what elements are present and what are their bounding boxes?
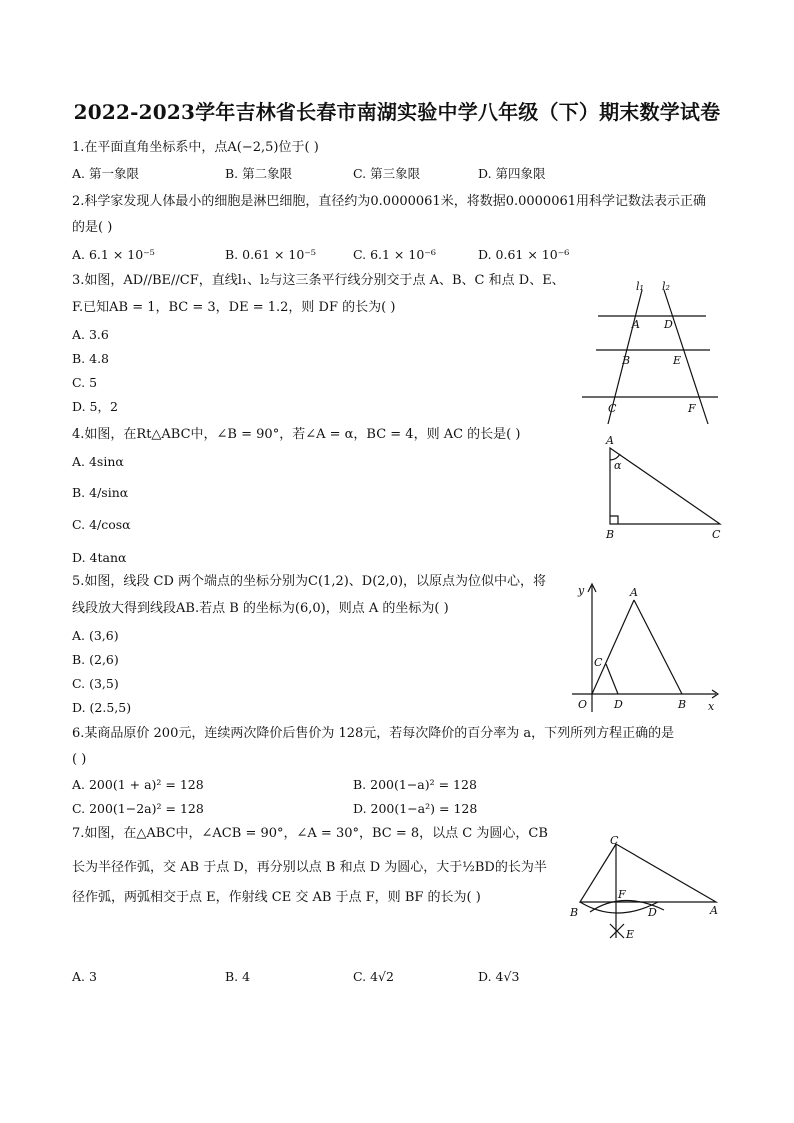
question-6-stem-line-2: ( ) — [72, 752, 87, 767]
question-2-option-d[interactable]: D. 0.61 × 10⁻⁶ — [478, 247, 570, 262]
question-1-option-a[interactable]: A. 第一象限 — [72, 166, 139, 181]
question-1-stem: 1.在平面直角坐标系中，点A(−2,5)位于( ) — [72, 140, 319, 155]
question-4-option-b[interactable]: B. 4/sinα — [72, 485, 129, 500]
question-5-stem-line-1: 5.如图，线段 CD 两个端点的坐标分别为C(1,2)、D(2,0)，以原点为位似中心，将 — [72, 574, 547, 589]
question-6-option-d[interactable]: D. 200(1−a²) = 128 — [353, 801, 478, 816]
question-5-option-d[interactable]: D. (2.5,5) — [72, 700, 132, 715]
triangle-abc — [580, 844, 716, 902]
segment-ab — [634, 600, 682, 694]
question-5-stem-line-2: 线段放大得到线段AB.若点 B 的坐标为(6,0)，则点 A 的坐标为( ) — [72, 601, 449, 616]
question-7-option-b[interactable]: B. 4 — [225, 969, 251, 984]
question-7-stem-line-1: 7.如图，在△ABC中，∠ACB = 90°，∠A = 30°，BC = 8，以点 C 为圆心，CB — [72, 826, 548, 841]
question-6-option-a[interactable]: A. 200(1 + a)² = 128 — [72, 777, 204, 792]
question-4-option-c[interactable]: C. 4/cosα — [72, 517, 131, 532]
label-point-f: F — [618, 888, 626, 901]
question-5-option-c[interactable]: C. (3,5) — [72, 676, 119, 691]
label-point-d: D — [614, 698, 623, 711]
question-3-option-a[interactable]: A. 3.6 — [72, 327, 109, 342]
question-7-option-c[interactable]: C. 4√2 — [353, 969, 394, 984]
question-3-option-c[interactable]: C. 5 — [72, 375, 98, 390]
label-point-a: A — [632, 318, 640, 331]
label-point-d: D — [664, 318, 673, 331]
question-2-option-a[interactable]: A. 6.1 × 10⁻⁵ — [72, 247, 155, 262]
question-2-stem-line-2: 的是( ) — [72, 220, 113, 235]
label-point-c: C — [594, 656, 603, 669]
question-2-stem-line-1: 2.科学家发现人体最小的细胞是淋巴细胞，直径约为0.0000061米，将数据0.0000061用科学记数法表示正确 — [72, 194, 707, 209]
figure-right-triangle — [600, 432, 730, 542]
label-alpha: α — [614, 459, 622, 472]
question-7-option-a[interactable]: A. 3 — [72, 969, 97, 984]
page-title: 2022-2023学年吉林省长春市南湖实验中学八年级（下）期末数学试卷 — [73, 100, 721, 124]
question-6-option-c[interactable]: C. 200(1−2a)² = 128 — [72, 801, 204, 816]
label-point-c: C — [608, 402, 617, 415]
question-5-option-a[interactable]: A. (3,6) — [72, 628, 119, 643]
question-6-option-b[interactable]: B. 200(1−a)² = 128 — [353, 777, 477, 792]
question-7-option-d[interactable]: D. 4√3 — [478, 969, 520, 984]
label-point-b: B — [570, 906, 579, 919]
figure-construction-triangle — [566, 832, 726, 944]
label-point-a: A — [710, 904, 718, 917]
label-point-c: C — [610, 834, 619, 847]
label-l2: l₂ — [662, 280, 670, 293]
label-point-f: F — [688, 402, 696, 415]
segment-cd — [606, 664, 618, 694]
question-3-option-b[interactable]: B. 4.8 — [72, 351, 110, 366]
question-1-option-b[interactable]: B. 第二象限 — [225, 166, 293, 181]
label-point-a: A — [606, 434, 614, 447]
question-2-option-b[interactable]: B. 0.61 × 10⁻⁵ — [225, 247, 316, 262]
question-6-stem-line-1: 6.某商品原价 200元，连续两次降价后售价为 128元，若每次降价的百分率为 a，下列所列方程正确的是 — [72, 726, 675, 741]
label-l1: l₁ — [636, 280, 644, 293]
triangle-abc — [610, 448, 720, 524]
question-7-stem-line-3: 径作弧，两弧相交于点 E，作射线 CE 交 AB 于点 F，则 BF 的长为( ) — [72, 890, 481, 905]
figure-coordinate-plane — [570, 578, 726, 716]
right-angle-mark — [610, 516, 618, 524]
label-point-e: E — [673, 354, 682, 367]
label-point-b: B — [622, 354, 631, 367]
question-1-option-c[interactable]: C. 第三象限 — [353, 166, 421, 181]
question-1-option-d[interactable]: D. 第四象限 — [478, 166, 546, 181]
line-l2 — [664, 290, 708, 424]
label-point-d: D — [648, 906, 657, 919]
question-7-stem-line-2: 长为半径作弧，交 AB 于点 D，再分别以点 B 和点 D 为圆心，大于½BD的长为半 — [72, 860, 547, 875]
question-4-option-a[interactable]: A. 4sinα — [72, 454, 124, 469]
question-3-option-d[interactable]: D. 5，2 — [72, 399, 118, 414]
label-point-a: A — [630, 586, 638, 599]
question-4-stem: 4.如图，在Rt△ABC中，∠B = 90°，若∠A = α，BC = 4，则 AC 的长是( ) — [72, 427, 521, 442]
question-4-option-d[interactable]: D. 4tanα — [72, 550, 127, 565]
question-3-stem-line-2: F.已知AB = 1，BC = 3，DE = 1.2，则 DF 的长为( ) — [72, 300, 396, 315]
label-y-axis: y — [578, 584, 585, 597]
question-3-stem-line-1: 3.如图，AD//BE//CF，直线l₁、l₂与这三条平行线分别交于点 A、B、C 和点 D、E、 — [72, 273, 565, 288]
label-point-e: E — [626, 928, 635, 941]
label-point-c: C — [712, 528, 721, 541]
question-5-option-b[interactable]: B. (2,6) — [72, 652, 119, 667]
label-origin-o: O — [578, 698, 588, 711]
label-point-b: B — [606, 528, 615, 541]
figure-parallel-lines — [578, 276, 728, 428]
label-x-axis: x — [708, 700, 715, 713]
question-2-option-c[interactable]: C. 6.1 × 10⁻⁶ — [353, 247, 436, 262]
label-point-b: B — [678, 698, 687, 711]
